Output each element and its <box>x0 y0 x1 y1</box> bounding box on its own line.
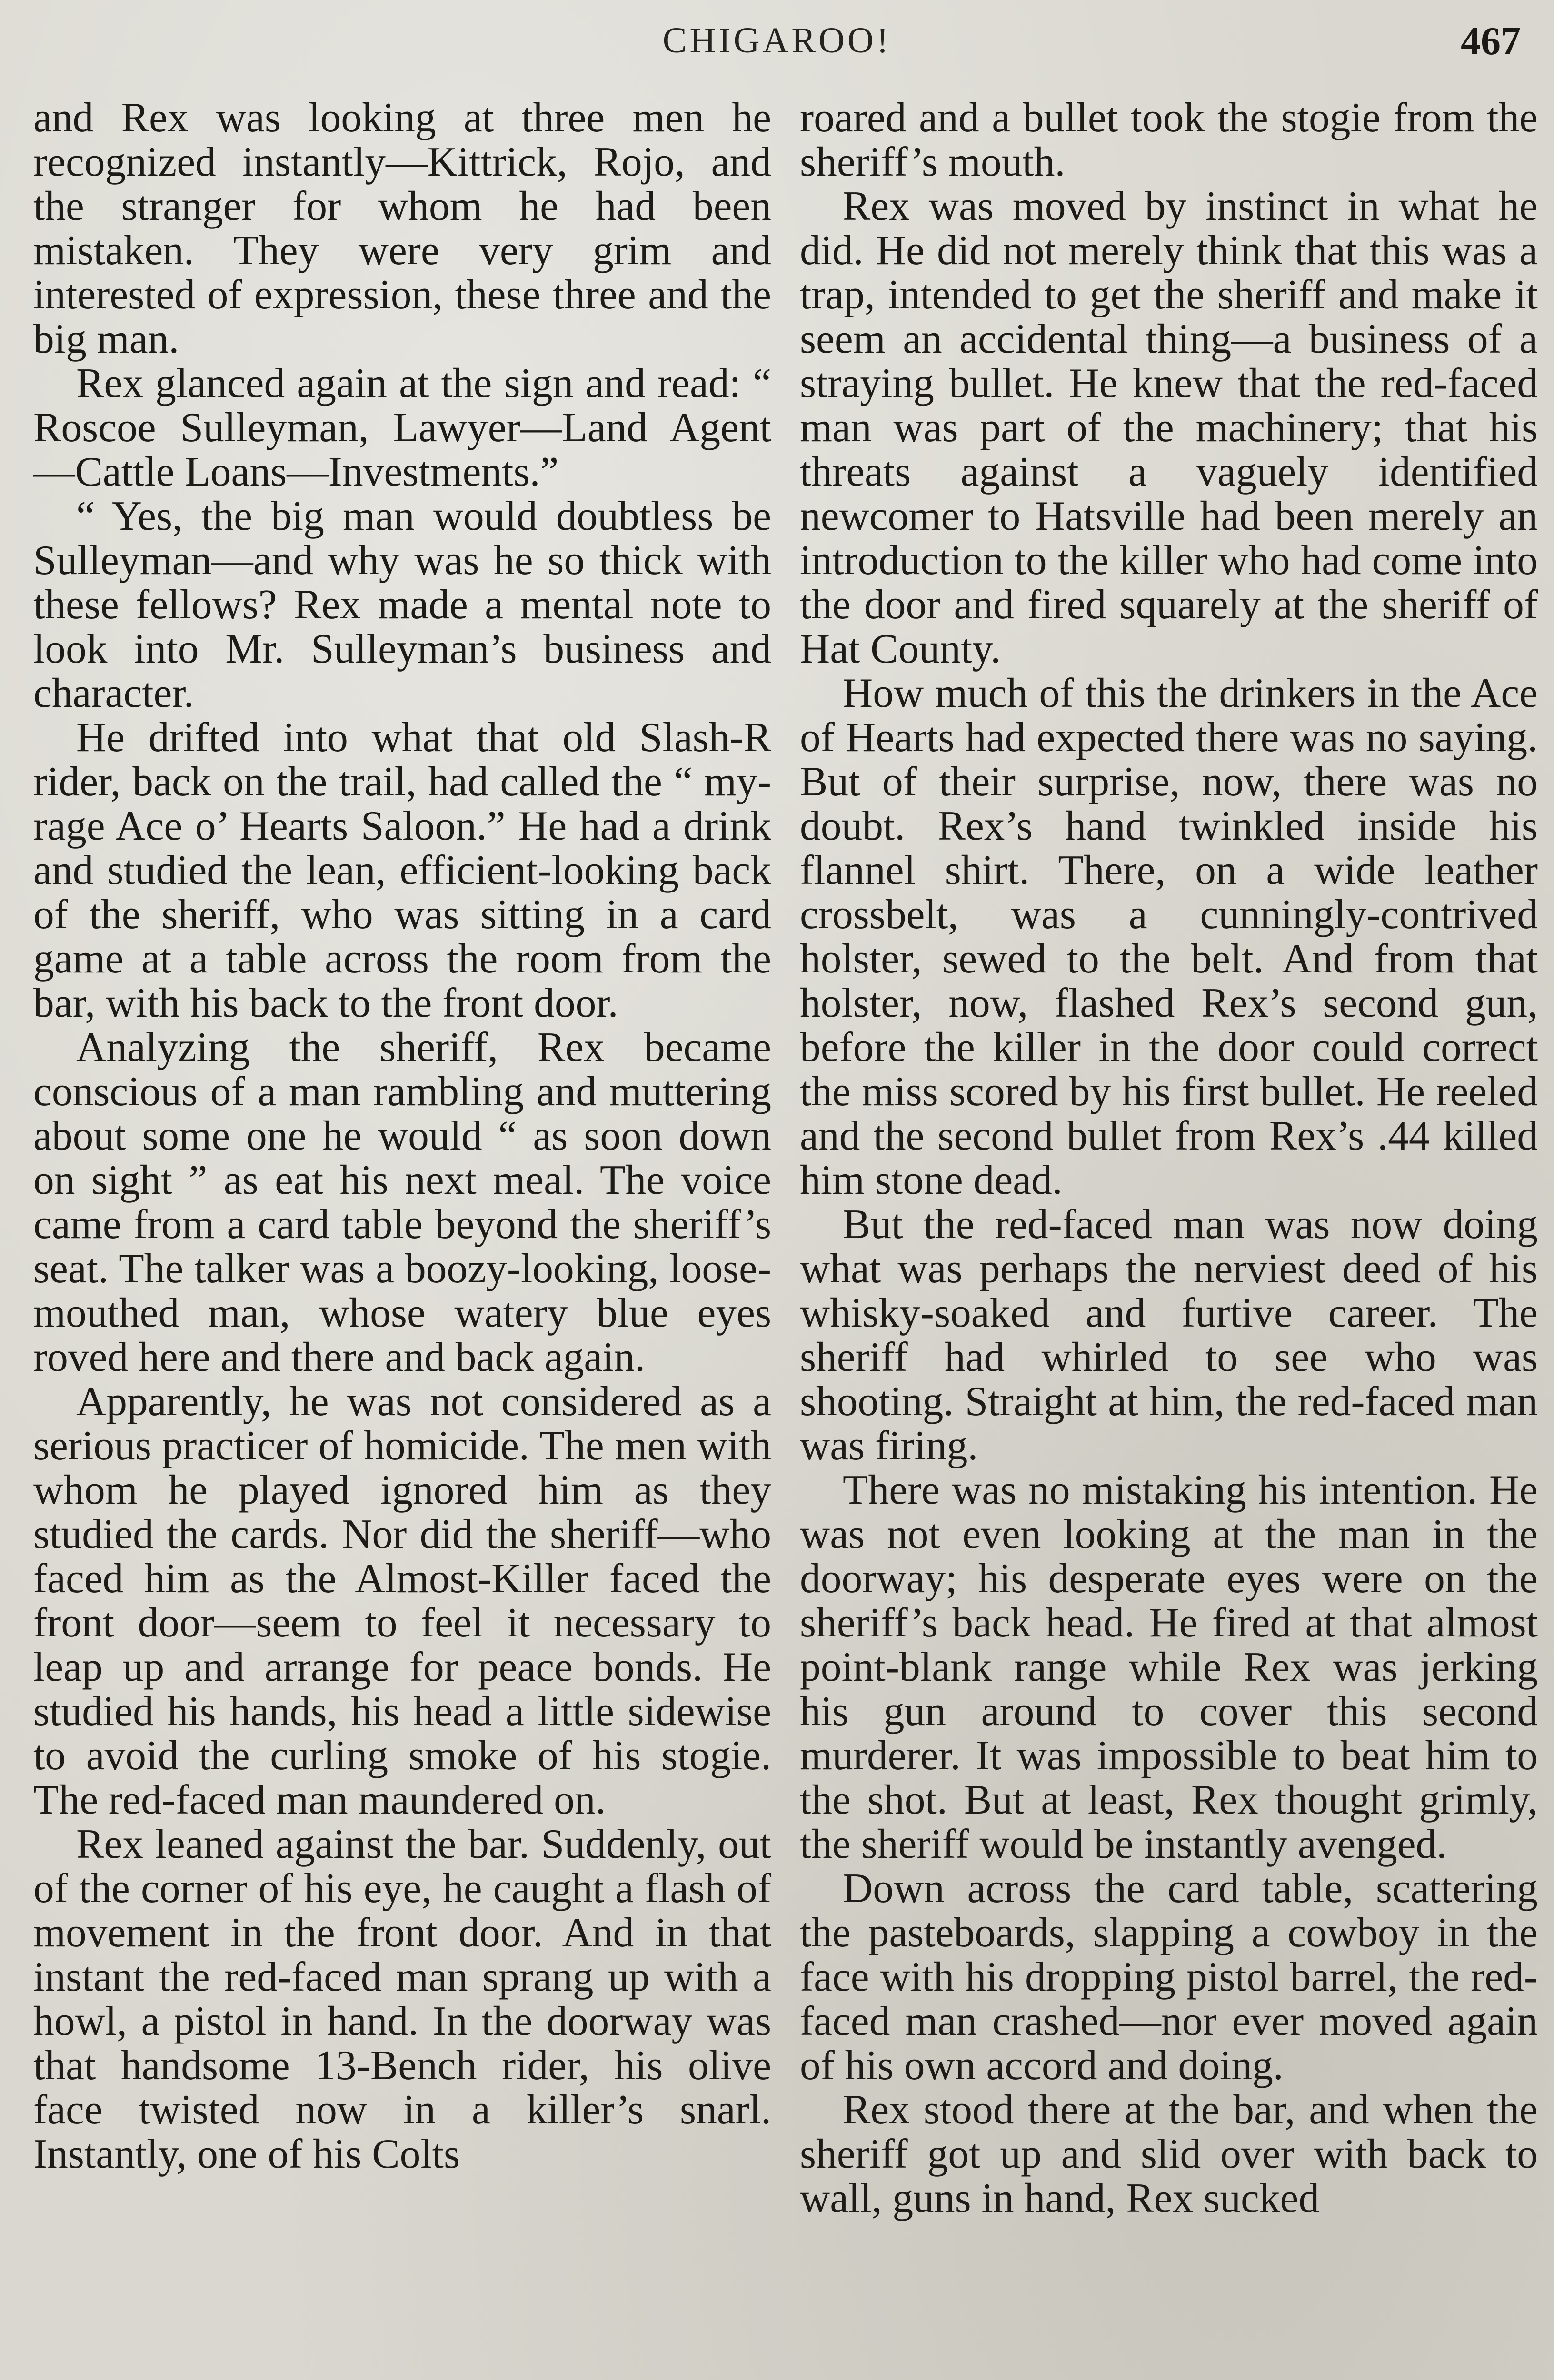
paragraph: “ Yes, the big man would doubtless be Sulleyman—and why was he so thick with these fellows? Rex made a mental note to look into Mr. Sulleyman’s business and character. <box>33 493 771 716</box>
paragraph: Apparently, he was not considered as a serious practicer of homicide. The men with whom he played ignored him as they studied the cards. Nor did the sheriff—who faced him as the Almost-Killer faced the front door—seem to feel it necessary to leap up and arrange for peace bonds. He studied his hands, his head a little sidewise to avoid the curling smoke of his stogie. The red-faced man maundered on. <box>33 1378 771 1823</box>
page-number: 467 <box>1461 19 1521 63</box>
left-column <box>33 95 771 2176</box>
paragraph: Rex stood there at the bar, and when the sheriff got up and slid over with back to wall, guns in hand, Rex sucked <box>800 2086 1538 2221</box>
right-column <box>800 95 1538 2220</box>
paragraph: How much of this the drinkers in the Ace of Hearts had expected there was no saying. But of their surprise, now, there was no doubt. Rex’s hand twinkled inside his flannel shirt. There, on a wide leather crossbelt, was a cunningly-contrived holster, sewed to the belt. And from that holster, now, flashed Rex’s second gun, before the killer in the door could correct the miss scored by his first bullet. He reeled and the second bullet from Rex’s .44 killed him stone dead. <box>800 670 1538 1203</box>
running-title: CHIGAROO! <box>662 20 892 60</box>
paragraph: roared and a bullet took the stogie from the sheriff’s mouth. <box>800 94 1538 185</box>
paragraph: Rex leaned against the bar. Suddenly, out of the corner of his eye, he caught a flash of movement in the front door. And in that instant the red-faced man sprang up with a howl, a pistol in hand. In the doorway was that handsome 13-Bench rider, his olive face twisted now in a killer’s snarl. Instantly, one of his Colts <box>33 1821 771 2177</box>
paragraph: There was no mistaking his intention. He was not even looking at the man in the doorway; his desperate eyes were on the sheriff’s back head. He fired at that almost point-blank range while Rex was jerking his gun around to cover this second murderer. It was impossible to beat him to the shot. But at least, Rex thought grimly, the sheriff would be instantly avenged. <box>800 1467 1538 1867</box>
paragraph: Analyzing the sheriff, Rex became conscious of a man rambling and muttering about some one he would “ as soon down on sight ” as eat his next meal. The voice came from a card table beyond the sheriff’s seat. The talker was a boozy-looking, loose-mouthed man, whose watery blue eyes roved here and there and back again. <box>33 1024 771 1380</box>
paragraph: He drifted into what that old Slash-R rider, back on the trail, had called the “ my-rage Ace o’ Hearts Saloon.” He had a drink and studied the lean, efficient-looking back of the sheriff, who was sitting in a card game at a table across the room from the bar, with his back to the front door. <box>33 714 771 1026</box>
paragraph: Rex was moved by instinct in what he did. He did not merely think that this was a trap, intended to get the sheriff and make it seem an accidental thing—a business of a straying bullet. He knew that the red-faced man was part of the machinery; that his threats against a vaguely identified newcomer to Hatsville had been merely an introduction to the killer who had come into the door and fired squarely at the sheriff of Hat County. <box>800 183 1538 672</box>
page-header <box>0 14 1554 81</box>
paragraph: and Rex was looking at three men he recognized instantly—Kittrick, Rojo, and the stranger for whom he had been mistaken. They were very grim and interested of expression, these three and the big man. <box>33 94 771 362</box>
paragraph: But the red-faced man was now doing what was perhaps the nerviest deed of his whisky-soaked and furtive career. The sheriff had whirled to see who was shooting. Straight at him, the red-faced man was firing. <box>800 1201 1538 1468</box>
paragraph: Down across the card table, scattering the pasteboards, slapping a cowboy in the face with his dropping pistol barrel, the red-faced man crashed—nor ever moved again of his own accord and doing. <box>800 1865 1538 2088</box>
paragraph: Rex glanced again at the sign and read: “ Roscoe Sulleyman, Lawyer—Land Agent—Cattle Loans—Investments.” <box>33 360 771 495</box>
